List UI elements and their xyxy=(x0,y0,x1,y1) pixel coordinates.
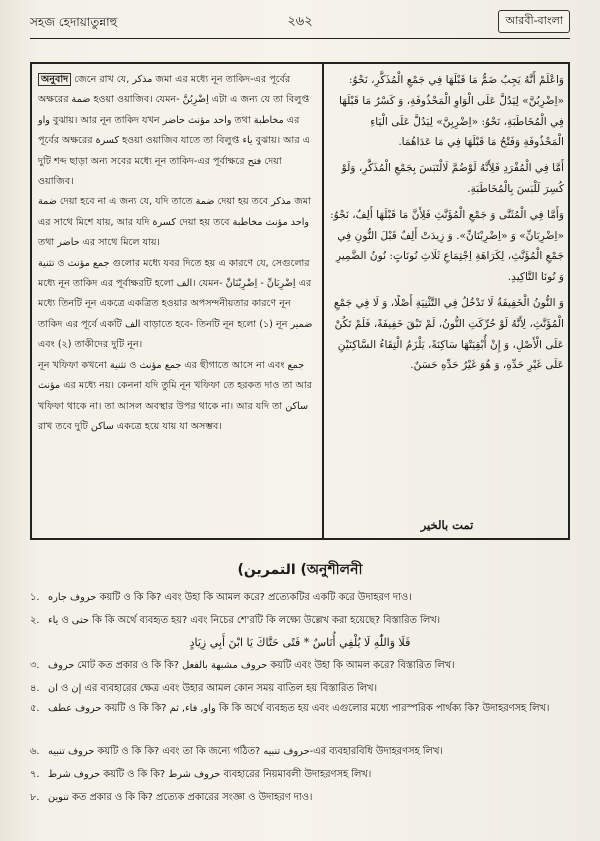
book-title: সহজ হেদায়াতুন্নাহু xyxy=(30,15,118,29)
arabic-column xyxy=(330,70,564,381)
closing-phrase: تمت بالخير xyxy=(420,518,474,532)
exercise-item xyxy=(30,740,570,763)
translation-column xyxy=(38,70,316,437)
exercise-item xyxy=(30,786,570,809)
exercise-title: (التمرين (অনুশীলনী xyxy=(237,562,363,578)
translation-paragraph: অনুবাদ জেনে রাখ যে, مذكر জমা এর মধ্যে নূন তাকিদ-এর পূর্বের অক্ষরের ضمة হওয়া ওয়াজিব। যেমন- اِضْرِبُنَّ এটা এ জন্য যে তা বিলুপ্ত واو বুঝায়। আর নূন তাকিদ যখন واحد مؤنث حاضر তথা مخاطبة এর পূর্বের অক্ষরের كسرة হওয়া ওয়াজিব যাতে তা বিলুপ্ত ياء বুঝায়। আর এ দুটি শব্দ ছাড়া অন্য সবের মধ্যে নূন তাকিদ-এর পূর্বাক্ষরে فتح দেয়া ওয়াজিব। xyxy=(38,74,310,188)
exercise-number: ২. xyxy=(30,615,40,626)
exercise-item xyxy=(30,586,570,609)
arabic-paragraph: وَأَمَّا فِي الْمُثَنَّى وَ جَمْعِ الْمُؤَنَّثِ فَلِأَنَّ مَا قَبْلَهَا أَلِفٌ، نَحْوُ: «اِضْرِبَانِّ» وَ «اِضْرِبْنَانِّ». وَ زِيدَتْ أَلِفٌ قَبْلَ النُّونِ فِي جَمْعِ الْمُؤَنَّثِ، لِكَرَاهَةِ اِجْتِمَاعِ ثَلَاثِ نُونَاتٍ: نُونُ الضَّمِيرِ وَ نُونَا التَّاكِيدِ. xyxy=(330,208,564,284)
exercise-number: ৭. xyxy=(30,769,40,780)
header-rule xyxy=(30,38,570,39)
exercise-number: ৫. xyxy=(30,703,40,714)
column-divider xyxy=(322,64,324,538)
exercise-item xyxy=(30,677,570,700)
exercise-text: حروف جاره কয়টি ও কি কি? এবং উহা কি আমল করে? প্রত্যেকটির একটি করে উদাহরণ দাও। xyxy=(48,592,412,603)
poetry-verse: فَلَا وَاللّٰهِ لَا يُلْفِي أُنَاسٌ * فَتًى حَتَّاكَ يَا ابْنَ أَبِي زِيَادٍ xyxy=(189,636,411,649)
exercise-number: ১. xyxy=(30,592,40,603)
exercise-item xyxy=(30,654,570,677)
exercise-text: ياء ও حتى কি কি অর্থে ব্যবহৃত হয়? এবং নিচের শে'রটি কি লক্ষ্যে উল্লেখ করা হয়েছে? বিস্তারিত লিখ। xyxy=(48,615,441,626)
exercise-item xyxy=(30,700,570,740)
subject-badge: আরবী-বাংলা xyxy=(498,10,570,33)
main-text-box xyxy=(30,62,570,540)
exercise-text: حروف شرط কয়টি ও কি কি? حروف شرط ব্যবহারের নিয়মাবলী উদাহরণসহ লিখ। xyxy=(48,769,372,780)
exercise-number: ৬. xyxy=(30,746,40,757)
exercise-item xyxy=(30,763,570,786)
translation-paragraph: ضمة দেয়া হবে না এ জন্য যে, যদি তাতে ضمة দেয়া হয় তবে مذكر জমা এর সাথে মিশে যায়, আর যদি كسرة দেয়া হয় তবে واحد مؤنث مخاطبة তথা حاضر এর সাথে মিলে যায়। xyxy=(38,196,311,249)
exercise-number: ৮. xyxy=(30,792,40,803)
arabic-paragraph: أَمَّا فِي الْمُفْرَدِ فَلِأَنَّهُ لَوْضُمَّ لَالْتَبَسَ بِجَمْعِ الْمُذَكَّرِ، وَلَوْ كُسِرَ لَلْبَسَ بِالْمُخَاطَبَةِ. xyxy=(341,162,564,195)
arabic-paragraph: وَ النُّونُ الْخَفِيفَةُ لَا تَدْخُلُ فِي التَّثْنِيَةِ أَصْلًا، وَ لَا فِي جَمْعِ الْمُؤَنَّثِ، لِأَنَّهُ لَوْ حُرِّكَتِ النُّونُ، لَمْ تَبْقَ خَفِيفَةً، فَلَمْ تَكُنْ عَلَى الْأَصْلِ، وَ إِنْ أُبْقِيَتْهَا سَاكِنَةً، يَلْزَمُ الْتِقَاءُ السَّاكِنَيْنِ عَلَى غَيْرِ حَدِّهِ، وَ هُوَ غَيْرُ حَدِّهِ حَسَنٌ. xyxy=(333,296,564,372)
translation-paragraph: নূন খফিফা কখনো تثنية ও جمع مؤنث এর ছীগাতে আসে না এবং جمع مؤنث এর মধ্যে নয়। কেননা যদি তুমি নূন খফিফা তে হরকত দাও তা আর খফিফা থাকে না। তা আসল অবস্থার উপর থাকে না। আর যদি তা ساكن রাখ তবে দুটি ساكن একত্রে হয়ে যায় যা অসম্ভব। xyxy=(38,359,312,432)
exercise-text: تنوين কত প্রকার ও কি কি? প্রত্যেক প্রকারের সংজ্ঞা ও উদাহরণ দাও। xyxy=(48,792,313,803)
exercise-number: ৩. xyxy=(30,660,40,671)
exercise-text: حروف মোট কত প্রকার ও কি কি? حروف مشبهة بالفعل কয়টি এবং উহা কি আমল করে? বিস্তারিত লিখ। xyxy=(48,660,455,671)
exercise-text: حروف تنبيه কয়টি ও কি কি? এবং তা কি জন্যে গঠিত? حروف تنبيه-এর ব্যবহারবিধি উদাহরণসহ লিখ। xyxy=(48,746,443,757)
exercise-item xyxy=(30,609,570,632)
exercise-list xyxy=(30,586,570,809)
page-header xyxy=(30,10,570,34)
arabic-paragraph: وَاعْلَمْ أَنَّهُ يَجِبُ ضَمُّ مَا قَبْلَهَا فِي جَمْعِ الْمُذَكَّرِ، نَحْوُ: «اِضْرِبُنَّ» لِيَدُلَّ عَلَى الْوَاوِ الْمَحْذُوفَةِ، وَ كَسْرُ مَا قَبْلَهَا فِي الْمُخَاطَبَةِ، نَحْوُ: «اِضْرِبِنَّ» لِيَدُلَّ عَلَى الْيَاءِ الْمَحْذُوفَةِ وَفَتْحُ مَا قَبْلَهَا فِي مَا عَدَاهُمَا. xyxy=(339,74,564,149)
page-number: ২৬২ xyxy=(287,14,313,29)
translation-paragraph: تثنية ও جمع مؤنث গুলোর মধ্যে যবর দিতে হয় এ কারণে যে, সেগুলোর মধ্যে নূন তাকিদ এর পূর্বাক্ষরটি হলো الف। যেমন- اِضْرِبَانِّ - اِضْرِبْنَانِّ এর মধ্যে তিনটি নূন একত্রে একত্রিত হওয়ার অপসন্দনীয়তার কারণে নূন তাকিদ এর পূর্বে একটি الف বাড়াতে হবে- তিনটি নূন হলো (১) নূন ضمير এবং (২) তাকীদের দুটি নূন। xyxy=(38,257,313,351)
exercise-text: ان ও إن এর ব্যবহারের ক্ষেত্র এবং উহার আমল কোন সময় বাতিল হয় বিস্তারিত লিখ। xyxy=(48,683,377,694)
exercise-number: ৪. xyxy=(30,683,40,694)
translation-label: অনুবাদ xyxy=(38,73,71,86)
exercise-text: حروف عطف কয়টি ও কি কি? واو, فاء, ثم কি কি অর্থে ব্যবহৃত হয় এবং এগুলোর মধ্যে পারস্পরিক পার্থক্য কি? উদাহরণসহ লিখ। xyxy=(48,703,550,714)
